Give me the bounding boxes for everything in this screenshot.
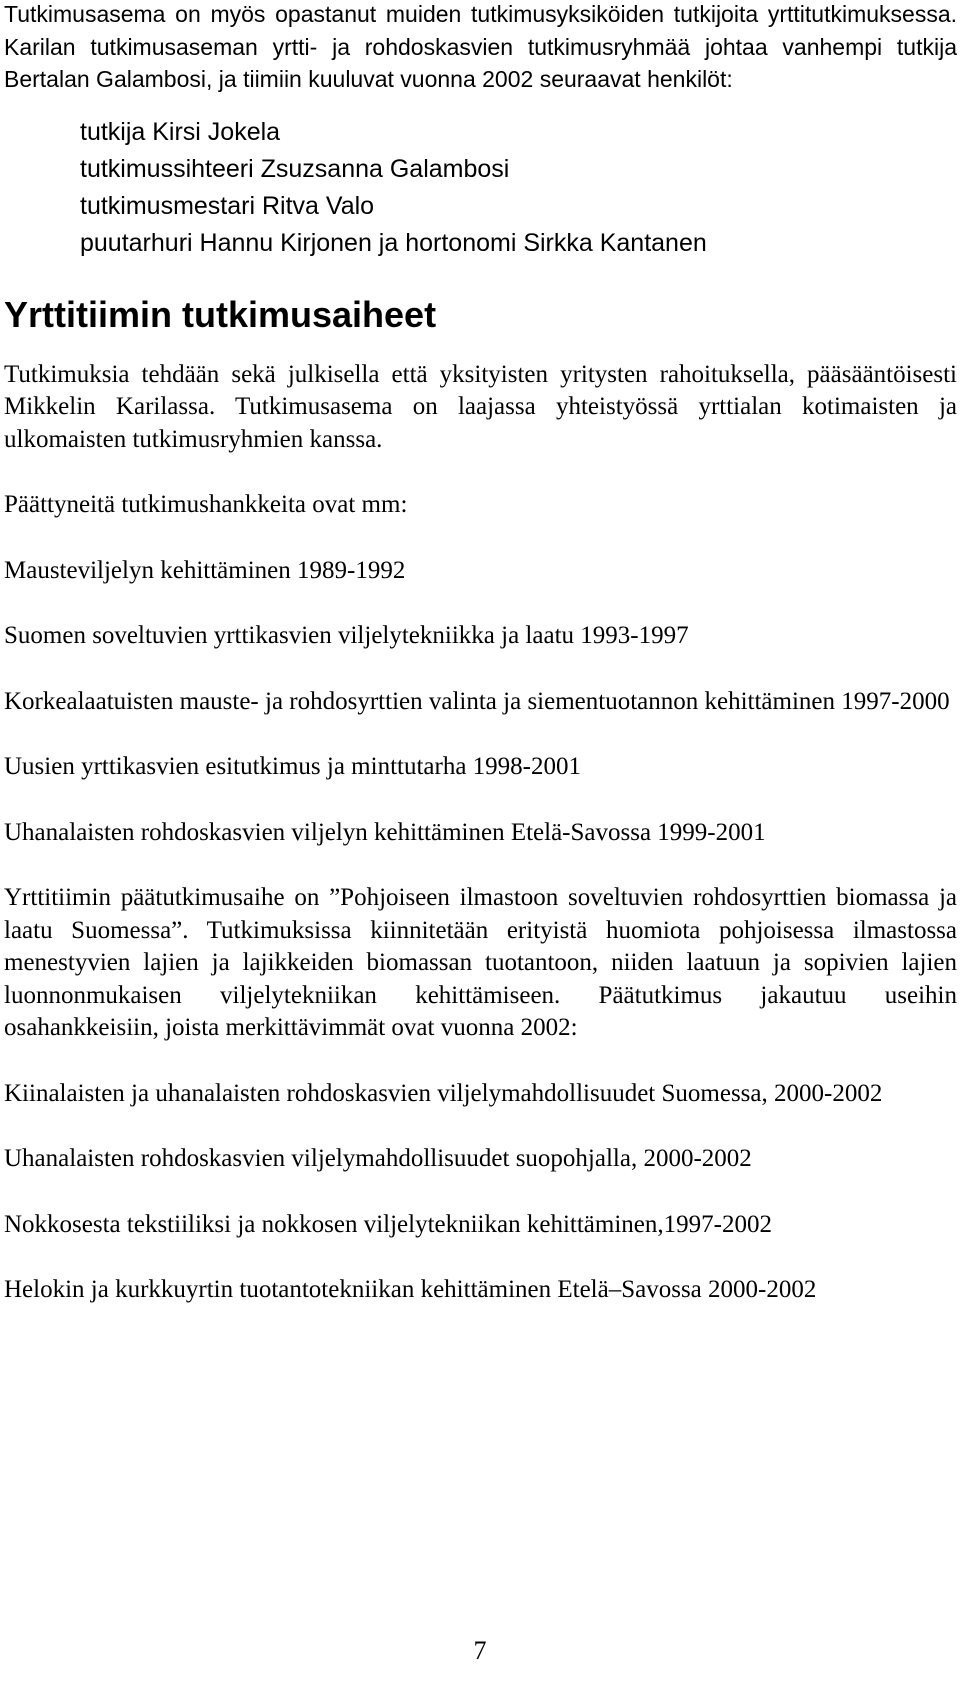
completed-project-item: Uusien yrttikasvien esitutkimus ja minttutarha 1998-2001 [4,753,582,780]
current-project-item: Helokin ja kurkkuyrtin tuotantotekniikan kehittäminen Etelä–Savossa 2000-2002 [4,1276,817,1303]
funding-paragraph: Tutkimuksia tehdään sekä julkisella että yksityisten yritysten rahoituksella, pääsääntöisesti Mikkelin Karilassa. Tutkimusasema on laajassa yhteistyössä yrttialan kotimaisten ja ulkomaisten tutkimusryhmien kanssa. [4,360,957,453]
current-project-item: Kiinalaisten ja uhanalaisten rohdoskasvien viljelymahdollisuudet Suomessa, 2000-2002 [4,1079,883,1107]
staff-item: tutkimussihteeri Zsuzsanna Galambosi [80,154,510,183]
staff-item: puutarhuri Hannu Kirjonen ja hortonomi Sirkka Kantanen [80,228,707,257]
staff-list [80,114,957,262]
staff-item: tutkimusmestari Ritva Valo [80,191,375,220]
page-number: 7 [473,1636,487,1665]
current-project-item: Uhanalaisten rohdoskasvien viljelymahdollisuudet suopohjalla, 2000-2002 [4,1145,752,1172]
staff-item: tutkija Kirsi Jokela [80,117,281,146]
current-project-item: Nokkosesta tekstiiliksi ja nokkosen viljelytekniikan kehittäminen,1997-2002 [4,1210,772,1238]
document-page [4,0,957,1307]
completed-project-item: Suomen soveltuvien yrttikasvien viljelytekniikka ja laatu 1993-1997 [4,622,689,649]
completed-project-item: Mausteviljelyn kehittäminen 1989-1992 [4,556,406,584]
intro-paragraph: Tutkimusasema on myös opastanut muiden tutkimusyksiköiden tutkijoita yrttitutkimuksessa. Karilan tutkimusaseman yrtti- ja rohdoskasvien tutkimusryhmää johtaa vanhempi tutkija Bertalan Galambosi, ja tiimiin kuuluvat vuonna 2002 seuraavat henkilöt: [4,1,957,92]
completed-projects-intro: Päättyneitä tutkimushankkeita ovat mm: [4,491,408,518]
completed-project-item: Uhanalaisten rohdoskasvien viljelyn kehittäminen Etelä-Savossa 1999-2001 [4,818,766,846]
section-heading: Yrttitiimin tutkimusaiheet [4,293,437,335]
main-topic-paragraph: Yrttitiimin päätutkimusaihe on ”Pohjoiseen ilmastoon soveltuvien rohdosyrttien biomassa ja laatu Suomessa”. Tutkimuksissa kiinnitetään erityistä huomiota pohjoisessa ilmastossa menestyvien lajien ja lajikkeiden biomassan tuotantoon, niiden laatuun ja sopivien lajien luonnonmukaisen viljelytekniikan kehittämiseen. Päätutkimus jakautuu useihin osahankkeisiin, joista merkittävimmät ovat vuonna 2002: [4,884,957,1041]
completed-project-item: Korkealaatuisten mauste- ja rohdosyrttien valinta ja siementuotannon kehittäminen 1997-2000 [4,687,950,715]
